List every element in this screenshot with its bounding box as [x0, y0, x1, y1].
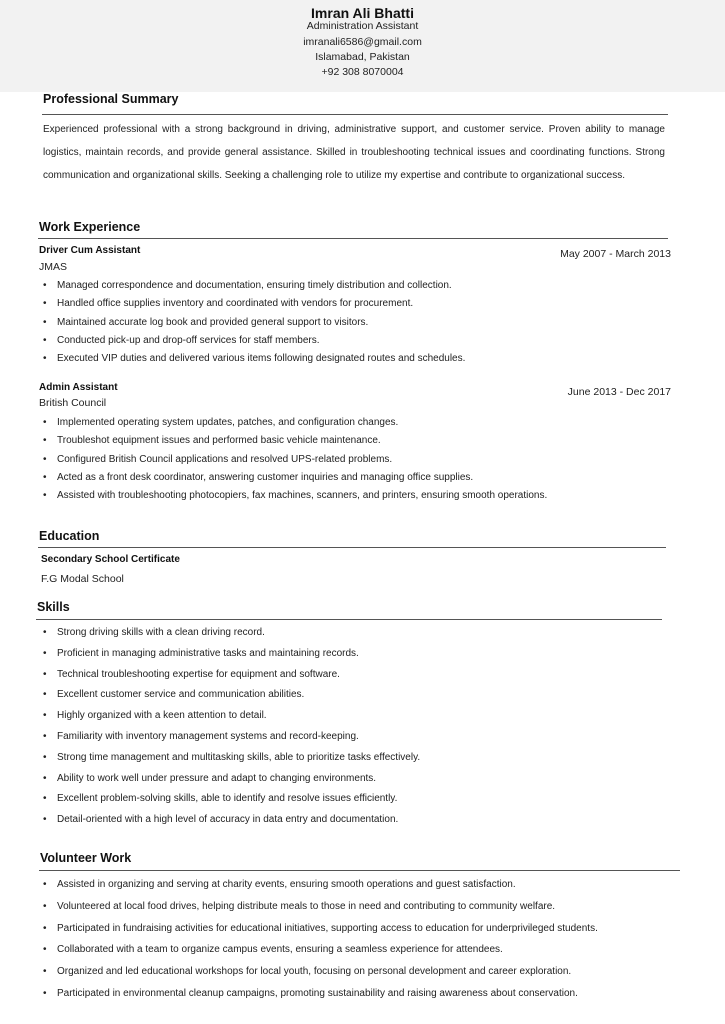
job-title: Driver Cum Assistant [39, 245, 141, 256]
list-item: • Collaborated with a team to organize campus events, ensuring a seamless experience for attendees. [40, 944, 598, 966]
list-item: • Volunteered at local food drives, helping distribute meals to those in need and contributing to community welfare. [40, 901, 598, 923]
list-item: • Assisted with troubleshooting photocopiers, fax machines, scanners, and printers, ensuring smooth operations. [40, 490, 547, 508]
list-item: • Implemented operating system updates, patches, and configuration changes. [40, 417, 547, 435]
list-item: • Participated in fundraising activities for educational initiatives, supporting access to education for underprivileged students. [40, 923, 598, 945]
education-degree: Secondary School Certificate [41, 554, 180, 565]
job-organization: British Council [39, 397, 107, 409]
job-organization: JMAS [39, 261, 68, 273]
list-item: • Troubleshot equipment issues and performed basic vehicle maintenance. [40, 435, 547, 453]
candidate-email: imranali6586@gmail.com [303, 36, 422, 48]
list-item: • Maintained accurate log book and provided general support to visitors. [40, 317, 465, 335]
list-item: • Participated in environmental cleanup campaigns, promoting sustainability and raising awareness about conservation. [40, 988, 598, 1010]
list-item: • Configured British Council applications and resolved UPS-related problems. [40, 454, 547, 472]
list-item: • Technical troubleshooting expertise for equipment and software. [40, 669, 420, 690]
work-experience-divider [38, 238, 668, 239]
list-item: • Detail-oriented with a high level of accuracy in data entry and documentation. [40, 814, 420, 835]
list-item: • Ability to work well under pressure and adapt to changing environments. [40, 773, 420, 794]
education-school: F.G Modal School [41, 573, 124, 585]
skills-divider [36, 619, 662, 620]
list-item: • Conducted pick-up and drop-off services for staff members. [40, 335, 465, 353]
candidate-name: Imran Ali Bhatti [311, 5, 414, 21]
candidate-title: Administration Assistant [306, 20, 419, 32]
list-item: • Proficient in managing administrative tasks and maintaining records. [40, 648, 420, 669]
summary-heading: Professional Summary [43, 92, 179, 106]
resume-header [0, 0, 725, 92]
job-dates: June 2013 - Dec 2017 [567, 386, 671, 398]
job-duties-list [40, 417, 547, 508]
work-experience-heading: Work Experience [39, 220, 141, 234]
list-item: • Highly organized with a keen attention to detail. [40, 710, 420, 731]
summary-divider [42, 114, 668, 115]
list-item: • Strong driving skills with a clean driving record. [40, 627, 420, 648]
list-item: • Acted as a front desk coordinator, answering customer inquiries and managing office supplies. [40, 472, 547, 490]
list-item: • Handled office supplies inventory and coordinated with vendors for procurement. [40, 298, 465, 316]
list-item: • Organized and led educational workshops for local youth, focusing on personal development and career exploration. [40, 966, 598, 988]
volunteer-heading: Volunteer Work [40, 851, 132, 865]
list-item: • Strong time management and multitasking skills, able to prioritize tasks effectively. [40, 752, 420, 773]
job-title: Admin Assistant [39, 382, 118, 393]
volunteer-list [40, 879, 598, 1010]
education-heading: Education [39, 529, 100, 543]
education-divider [38, 547, 666, 548]
volunteer-divider [39, 870, 680, 871]
summary-text: Experienced professional with a strong background in driving, administrative support, and customer service. Proven ability to manage logistics, maintain records, and provide general assistance. Skilled in troubleshooting technical issues and coordinating functions. Strong communication and organizational skills. Seeking a challenging role to utilize my expertise and contribute to organizational success. [43, 124, 665, 181]
list-item: • Executed VIP duties and delivered various items following designated routes and schedules. [40, 353, 465, 371]
candidate-phone: +92 308 8070004 [321, 66, 404, 78]
list-item: • Assisted in organizing and serving at charity events, ensuring smooth operations and guest satisfaction. [40, 879, 598, 901]
skills-list [40, 627, 420, 835]
skills-heading: Skills [37, 600, 70, 614]
job-duties-list [40, 280, 465, 371]
list-item: • Familiarity with inventory management systems and record-keeping. [40, 731, 420, 752]
list-item: • Excellent customer service and communication abilities. [40, 689, 420, 710]
list-item: • Managed correspondence and documentation, ensuring timely distribution and collection. [40, 280, 465, 298]
candidate-location: Islamabad, Pakistan [315, 51, 410, 63]
job-dates: May 2007 - March 2013 [560, 248, 671, 260]
list-item: • Excellent problem-solving skills, able to identify and resolve issues efficiently. [40, 793, 420, 814]
